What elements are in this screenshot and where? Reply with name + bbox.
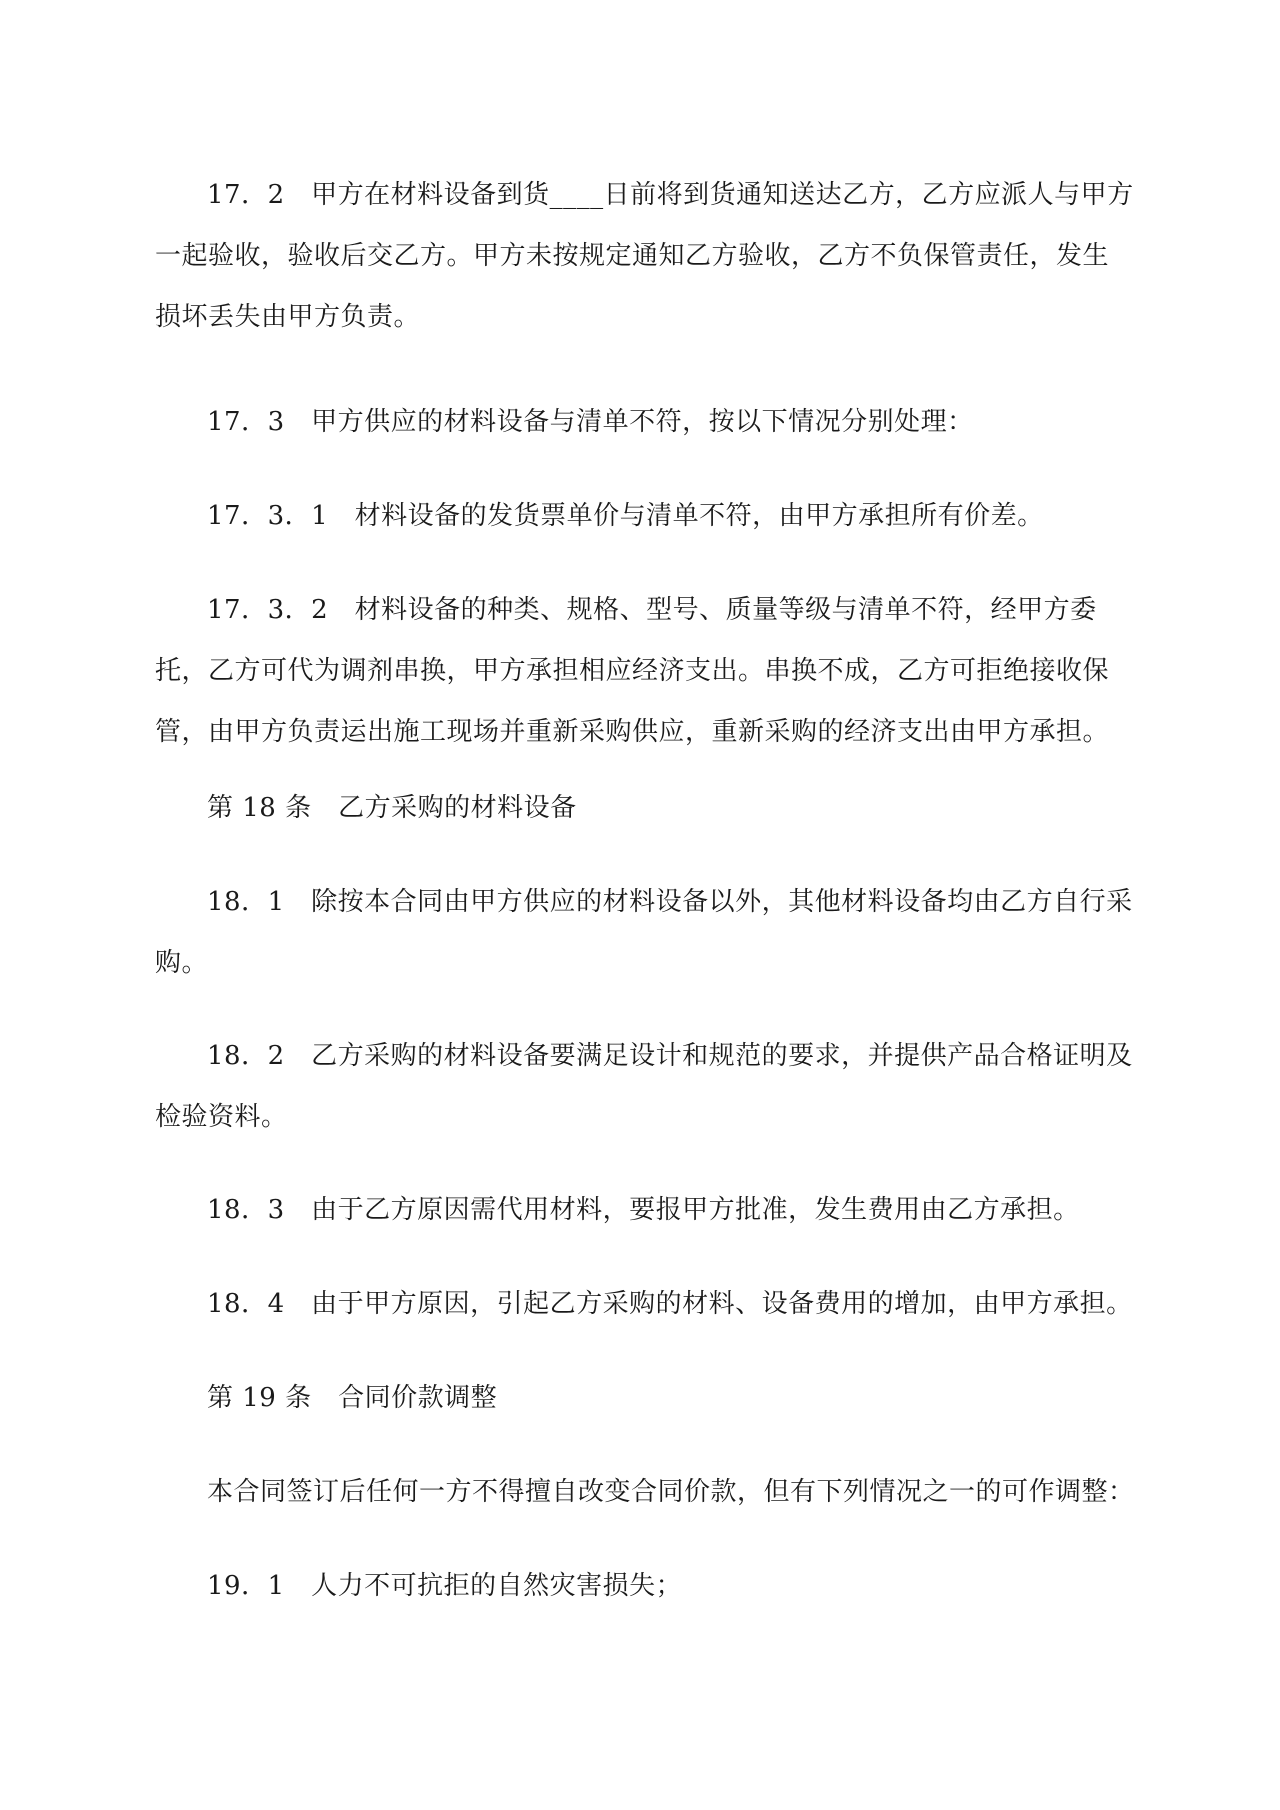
clause-17-3-2-text: 17．3．2 材料设备的种类、规格、型号、质量等级与清单不符，经甲方委托，乙方可代为调剂串换，甲方承担相应经济支出。串换不成，乙方可拒绝接收保管，由甲方负责运出施工现场并重新采购供应，重新采购的经济支出由甲方承担。 (155, 595, 1110, 747)
clause-17-2-text: 17．2 甲方在材料设备到货____日前将到货通知送达乙方，乙方应派人与甲方一起验收，验收后交乙方。甲方未按规定通知乙方验收，乙方不负保管责任，发生损坏丢失由甲方负责。 (155, 180, 1134, 332)
clause-17-2 (155, 165, 1135, 348)
clause-17-3: 17．3 甲方供应的材料设备与清单不符，按以下情况分别处理： (207, 407, 974, 437)
clause-17-3-2 (155, 580, 1135, 763)
article-19-intro: 本合同签订后任何一方不得擅自改变合同价款，但有下列情况之一的可作调整： (207, 1477, 1135, 1507)
clause-18-4: 18．4 由于甲方原因，引起乙方采购的材料、设备费用的增加，由甲方承担。 (207, 1289, 1133, 1319)
clause-18-2-text: 18．2 乙方采购的材料设备要满足设计和规范的要求，并提供产品合格证明及检验资料。 (155, 1041, 1133, 1132)
clause-17-3-1: 17．3．1 材料设备的发货票单价与清单不符，由甲方承担所有价差。 (207, 501, 1044, 531)
article-19-title: 第 19 条 合同价款调整 (207, 1383, 498, 1413)
clause-18-3: 18．3 由于乙方原因需代用材料，要报甲方批准，发生费用由乙方承担。 (207, 1195, 1080, 1225)
clause-18-1 (155, 872, 1135, 994)
article-18-title: 第 18 条 乙方采购的材料设备 (207, 793, 577, 823)
clause-19-1: 19．1 人力不可抗拒的自然灾害损失； (207, 1571, 683, 1601)
clause-18-2 (155, 1026, 1135, 1148)
clause-18-1-text: 18．1 除按本合同由甲方供应的材料设备以外，其他材料设备均由乙方自行采购。 (155, 887, 1133, 978)
